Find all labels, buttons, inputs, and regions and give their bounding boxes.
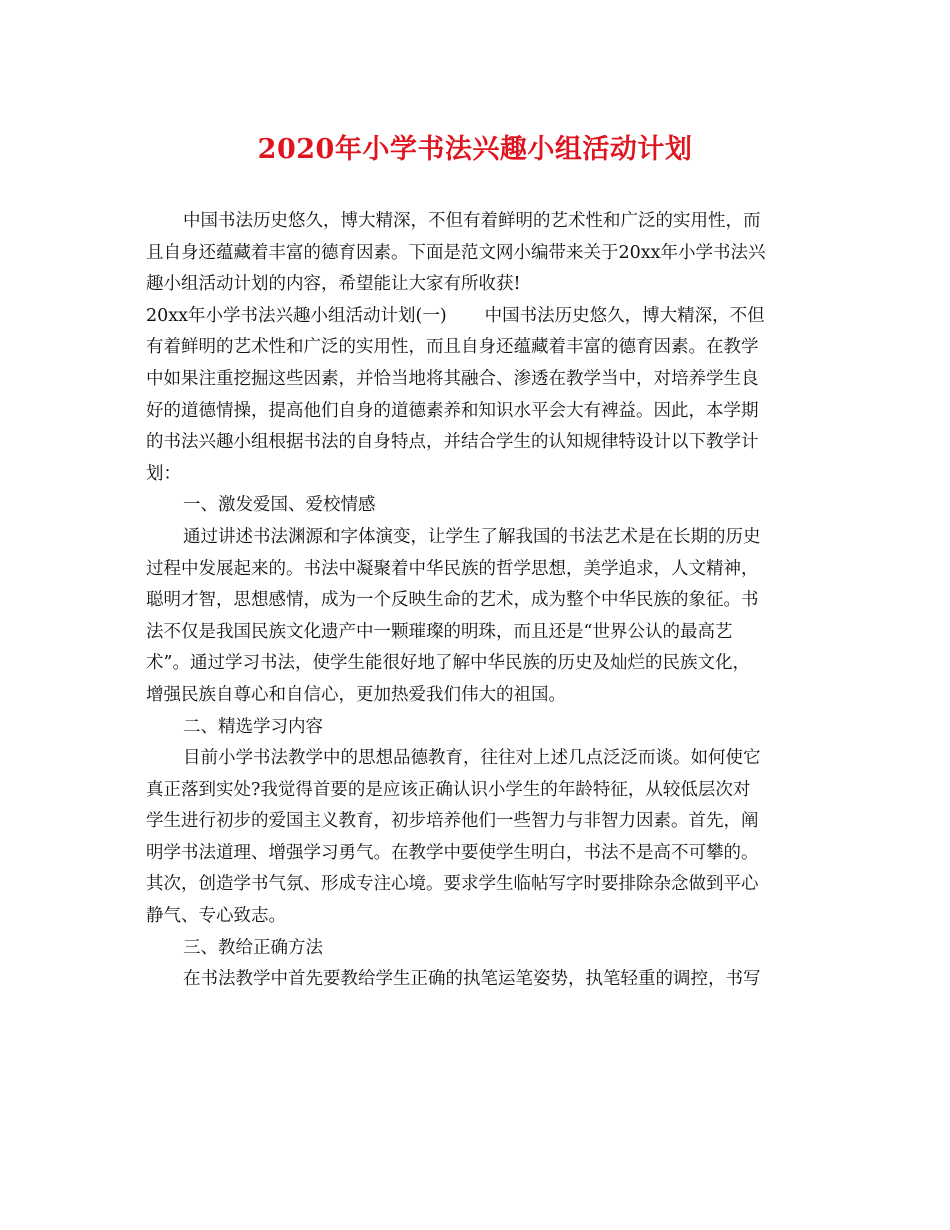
paragraph-line: 中国书法历史悠久，博大精深，不但有着鲜明的艺术性和广泛的实用性，而 xyxy=(183,211,761,231)
paragraph-line: 好的道德情操，提高他们自身的道德素养和知识水平会大有裨益。因此，本学期 xyxy=(146,400,759,421)
paragraph-line: 真正落到实处?我觉得首要的是应该正确认识小学生的年龄特征，从较低层次对 xyxy=(146,779,751,800)
paragraph-line: 在书法教学中首先要教给学生正确的执笔运笔姿势，执笔轻重的调控，书写 xyxy=(183,969,761,990)
paragraph-line: 通过讲述书法渊源和字体演变，让学生了解我国的书法艺术是在长期的历史 xyxy=(183,526,761,547)
plan-heading: 20xx年小学书法兴趣小组活动计划(一) xyxy=(146,305,447,326)
paragraph-line: 中如果注重挖掘这些因素，并恰当地将其融合、渗透在教学当中，对培养学生良 xyxy=(146,368,759,389)
paragraph-line xyxy=(146,301,811,333)
paragraph-line: 明学书法道理、增强学习勇气。在教学中要使学生明白，书法不是高不可攀的。 xyxy=(146,842,759,863)
paragraph-line: 术”。通过学习书法，使学生能很好地了解中华民族的历史及灿烂的民族文化， xyxy=(146,653,750,674)
paragraph-line: 过程中发展起来的。书法中凝聚着中华民族的哲学思想，美学追求，人文精神， xyxy=(146,558,759,579)
paragraph-line: 增强民族自尊心和自信心，更加热爱我们伟大的祖国。 xyxy=(146,684,566,705)
paragraph-line: 其次，创造学书气氛、形成专注心境。要求学生临帖写字时要排除杂念做到平心 xyxy=(146,874,759,895)
paragraph-line: 趣小组活动计划的内容，希望能让大家有所收获! xyxy=(146,274,521,295)
paragraph-line: 且自身还蕴藏着丰富的德育因素。下面是范文网小编带来关于20xx年小学书法兴 xyxy=(146,242,766,263)
section-heading: 三、教给正确方法 xyxy=(183,937,323,958)
paragraph-line: 学生进行初步的爱国主义教育，初步培养他们一些智力与非智力因素。首先，阐 xyxy=(146,811,759,832)
paragraph-text: 中国书法历史悠久，博大精深，不但 xyxy=(484,305,765,326)
page-title: 2020年小学书法兴趣小组活动计划 xyxy=(257,134,693,165)
section-heading: 一、激发爱国、爱校情感 xyxy=(183,495,376,516)
paragraph-line: 有着鲜明的艺术性和广泛的实用性，而且自身还蕴藏着丰富的德育因素。在教学 xyxy=(146,337,759,358)
paragraph-line: 聪明才智，思想感情，成为一个反映生命的艺术，成为整个中华民族的象征。书 xyxy=(146,590,759,611)
document-body xyxy=(146,206,811,996)
paragraph-line: 目前小学书法教学中的思想品德教育，往往对上述几点泛泛而谈。如何使它 xyxy=(183,748,761,769)
paragraph-line: 静气、专心致志。 xyxy=(146,906,286,927)
paragraph-line: 划： xyxy=(146,463,181,484)
paragraph-line: 的书法兴趣小组根据书法的自身特点，并结合学生的认知规律特设计以下教学计 xyxy=(146,432,759,453)
section-heading: 二、精选学习内容 xyxy=(183,716,323,737)
paragraph-line: 法不仅是我国民族文化遗产中一颗璀璨的明珠，而且还是“世界公认的最高艺 xyxy=(146,621,733,642)
